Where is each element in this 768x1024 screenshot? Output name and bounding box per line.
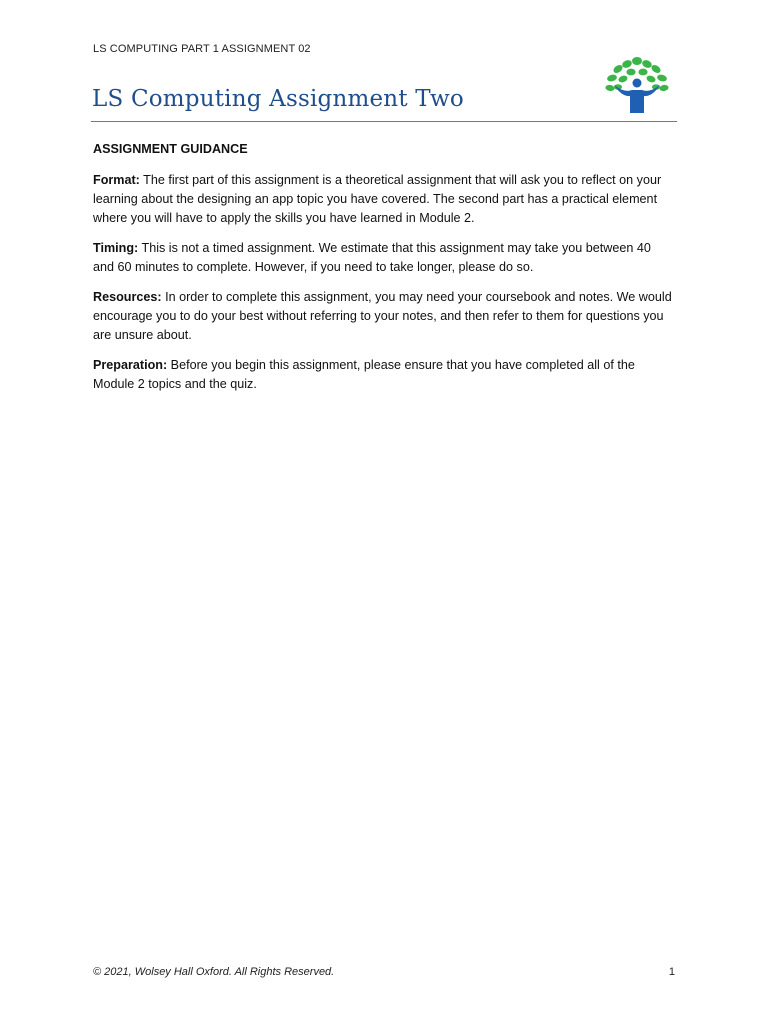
title-divider [91,121,677,122]
timing-paragraph [93,239,675,277]
page-number: 1 [668,966,675,978]
preparation-paragraph [93,356,675,394]
resources-label: Resources: [93,290,162,304]
resources-paragraph [93,288,675,345]
preparation-label: Preparation: [93,358,168,372]
document-title: LS Computing Assignment Two [92,86,464,112]
timing-text: This is not a timed assignment. We estimate that this assignment may take you between 40 and 60 minutes to complete. However, if you need to take longer, please do so. [93,241,651,274]
format-label: Format: [93,173,140,187]
tree-person-logo-icon [604,55,670,115]
format-text: The first part of this assignment is a theoretical assignment that will ask you to reflect on your learning about the designing an app topic you have covered. The second part has a practical element where you will have to apply the skills you have learned in Module 2. [93,173,662,225]
resources-text: In order to complete this assignment, you may need your coursebook and notes. We would encourage you to do your best without referring to your notes, and then refer to them for questions you are unsure about. [93,290,672,342]
document-body [93,140,675,405]
running-header: LS COMPUTING PART 1 ASSIGNMENT 02 [93,43,311,55]
format-paragraph [93,171,675,228]
preparation-text: Before you begin this assignment, please ensure that you have completed all of the Module 2 topics and the quiz. [93,358,635,391]
footer-copyright: © 2021, Wolsey Hall Oxford. All Rights Reserved. [93,966,335,978]
timing-label: Timing: [93,241,139,255]
section-heading: ASSIGNMENT GUIDANCE [93,142,248,156]
